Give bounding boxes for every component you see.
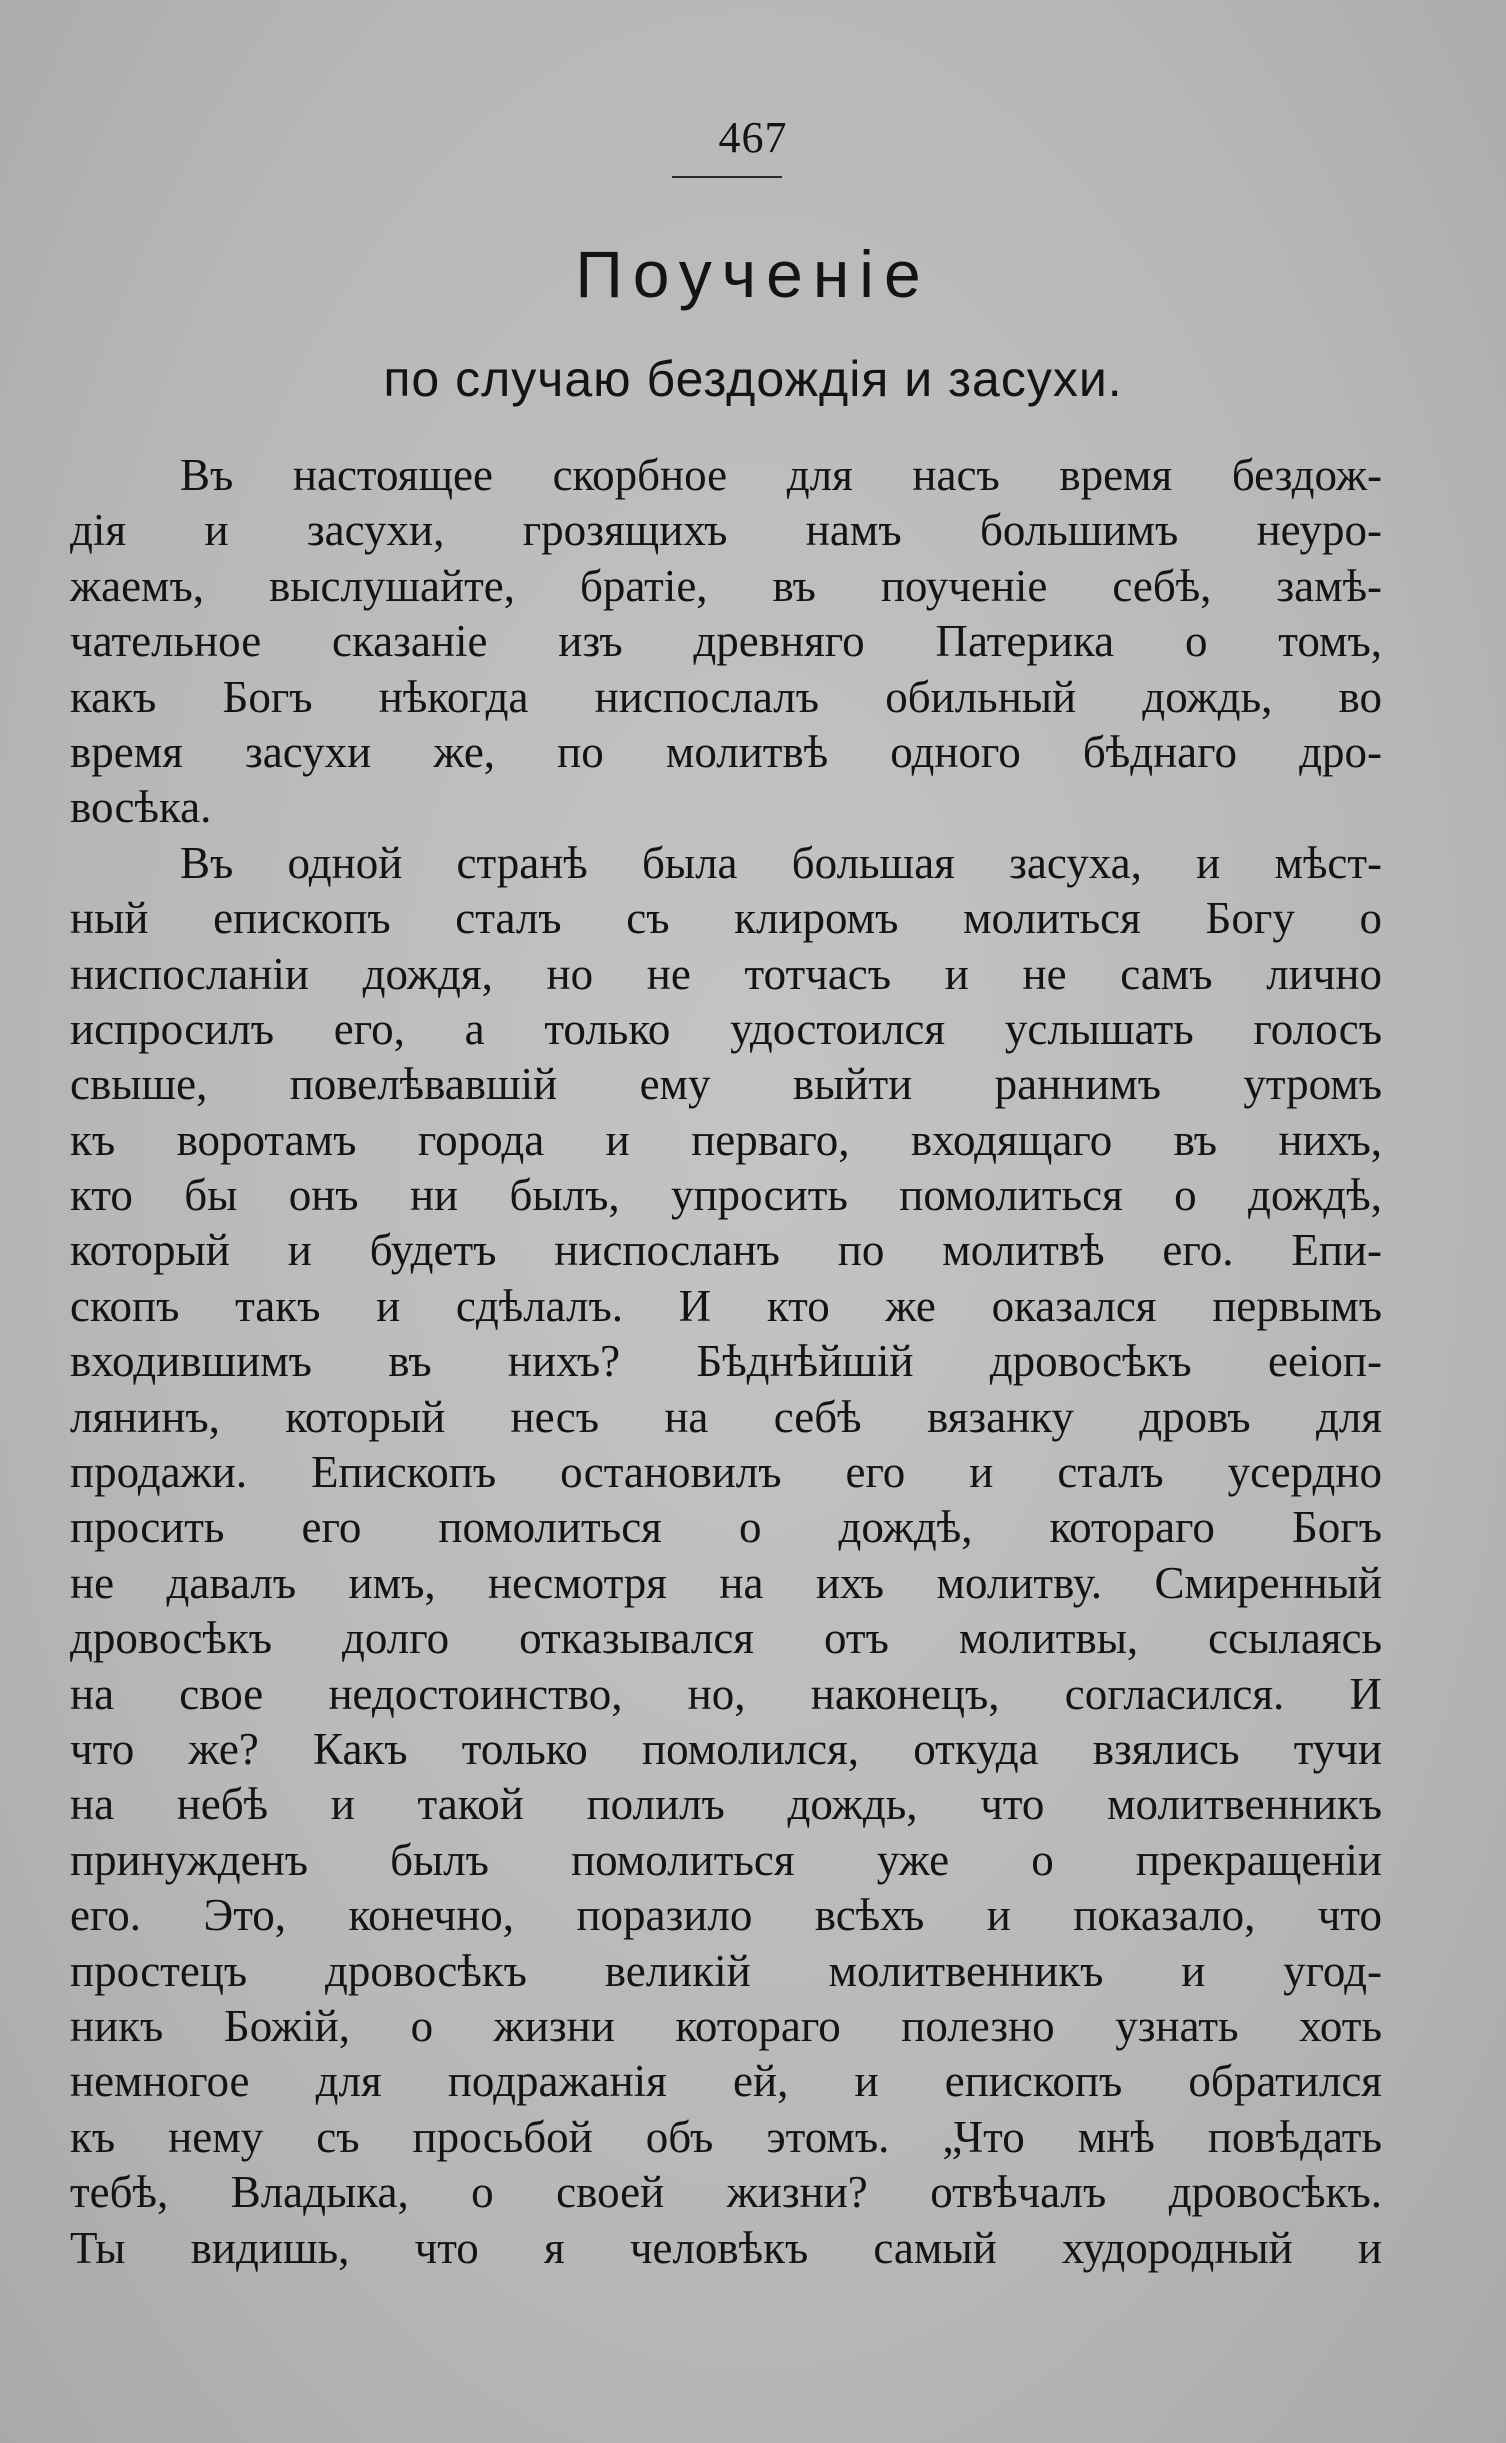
text-line: просить его помолиться о дождѣ, котораго Богъ xyxy=(70,1502,1382,1553)
text-line: ниспосланіи дождя, но не тотчасъ и не самъ лично xyxy=(70,948,1382,999)
text-line: Въ одной странѣ была большая засуха, и мѣст- xyxy=(180,837,1382,888)
text-line: къ воротамъ города и перваго, входящаго въ нихъ, xyxy=(70,1114,1382,1165)
text-line: испросилъ его, а только удостоился услышать голосъ xyxy=(70,1003,1382,1054)
text-line: жаемъ, выслушайте, братіе, въ поученіе себѣ, замѣ- xyxy=(70,560,1382,611)
text-line: тебѣ, Владыка, о своей жизни? отвѣчалъ дровосѣкъ. xyxy=(70,2167,1382,2218)
text-line: на свое недостоинство, но, наконецъ, согласился. И xyxy=(70,1668,1382,1719)
text-line: простецъ дровосѣкъ великій молитвенникъ и угод- xyxy=(70,1945,1382,1996)
text-line: продажи. Епископъ остановилъ его и сталъ усердно xyxy=(70,1447,1382,1498)
text-line: что же? Какъ только помолился, откуда взялись тучи xyxy=(70,1723,1382,1774)
page-subtitle: по случаю бездождія и засухи. xyxy=(383,351,1123,407)
text-line: входившимъ въ нихъ? Бѣднѣйшій дровосѣкъ ееіоп- xyxy=(70,1336,1382,1387)
text-line: Ты видишь, что я человѣкъ самый худородный и xyxy=(70,2222,1382,2273)
text-line: восѣка. xyxy=(70,782,212,833)
text-line: принужденъ былъ помолиться уже о прекращеніи xyxy=(70,1834,1382,1885)
text-line: его. Это, конечно, поразило всѣхъ и показало, что xyxy=(70,1890,1382,1941)
page-number-underline xyxy=(672,176,782,178)
text-line: немногое для подражанія ей, и епископъ обратился xyxy=(70,2056,1382,2107)
text-line: дія и засухи, грозящихъ намъ большимъ неуро- xyxy=(70,505,1382,556)
text-line: который и будетъ ниспосланъ по молитвѣ его. Епи- xyxy=(70,1225,1382,1276)
page-number: 467 xyxy=(718,113,788,162)
text-line: ный епископъ сталъ съ клиромъ молиться Богу о xyxy=(70,893,1382,944)
text-line: чательное сказаніе изъ древняго Патерика о томъ, xyxy=(70,616,1382,667)
text-line: на небѣ и такой полилъ дождь, что молитвенникъ xyxy=(70,1779,1382,1830)
text-line: Въ настоящее скорбное для насъ время бездож- xyxy=(180,450,1382,500)
text-line: кто бы онъ ни былъ, упросить помолиться о дождѣ, xyxy=(70,1170,1382,1221)
text-line: время засухи же, по молитвѣ одного бѣднаго дро- xyxy=(70,726,1382,777)
text-line: никъ Божій, о жизни котораго полезно узнать хоть xyxy=(70,2000,1382,2051)
text-line: къ нему съ просьбой объ этомъ. „Что мнѣ повѣдать xyxy=(70,2111,1382,2162)
text-line: не давалъ имъ, несмотря на ихъ молитву. Смиренный xyxy=(70,1557,1382,1608)
text-line: скопъ такъ и сдѣлалъ. И кто же оказался первымъ xyxy=(70,1280,1382,1331)
text-line: дровосѣкъ долго отказывался отъ молитвы, ссылаясь xyxy=(70,1613,1382,1664)
text-line: лянинъ, который несъ на себѣ вязанку дровъ для xyxy=(70,1391,1382,1442)
page-title: Поученіе xyxy=(575,237,931,311)
text-line: какъ Богъ нѣкогда ниспослалъ обильный дождь, во xyxy=(70,671,1382,722)
text-line: свыше, повелѣвавшій ему выйти раннимъ утромъ xyxy=(70,1059,1382,1110)
body-text xyxy=(70,448,1382,2276)
